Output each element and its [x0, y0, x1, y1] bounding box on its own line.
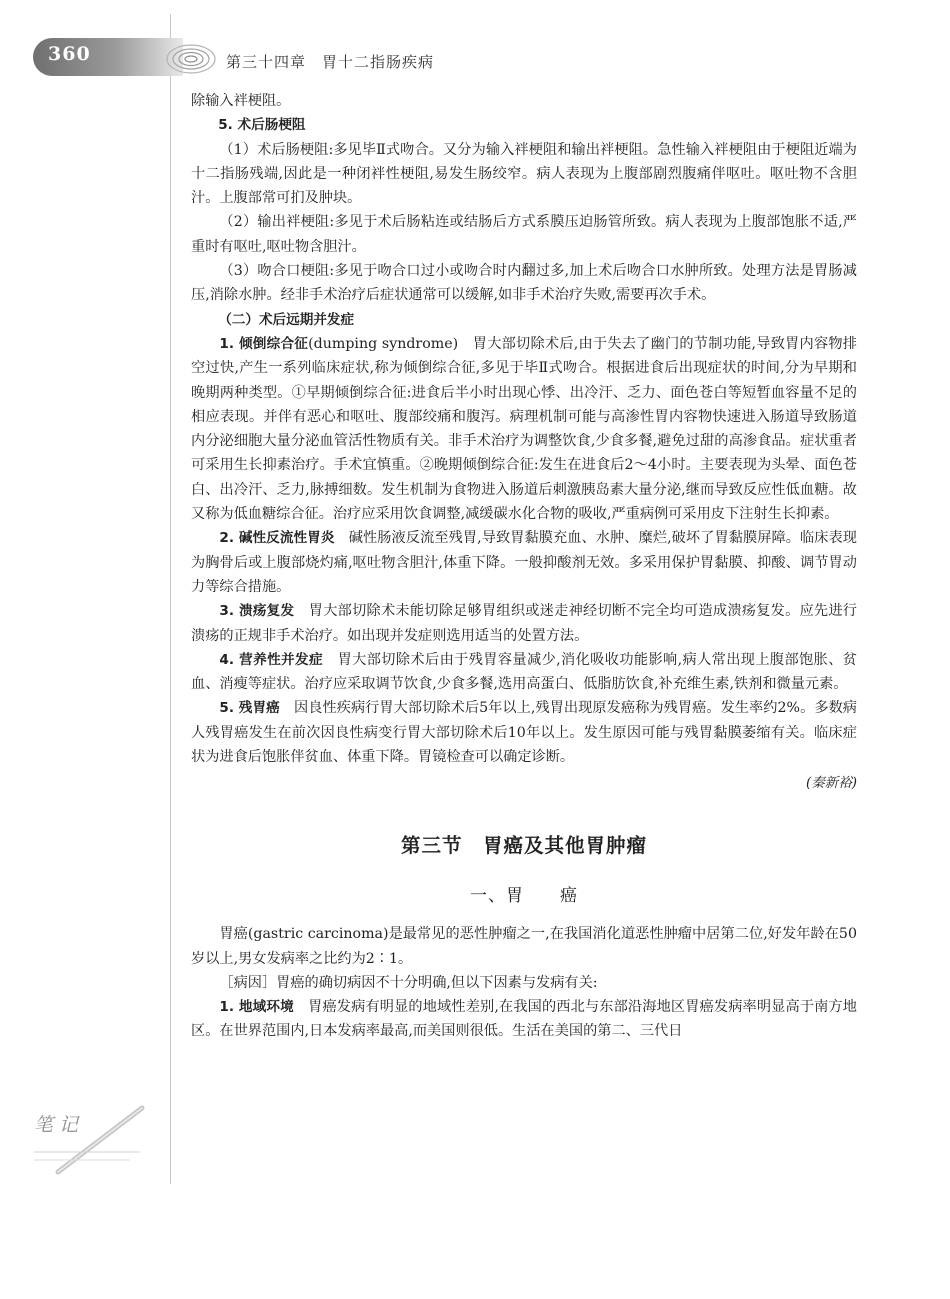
paragraph-text: 胃大部切除术后由于残胃容量减少,消化吸收功能影响,病人常出现上腹部饱胀、贫血、消瘦等症状。治疗应采取调节饮食,少食多餐,选用高蛋白、低脂肪饮食,补充维生素,铁剂和微量元素。: [191, 651, 857, 693]
notes-label: 笔 记: [34, 1114, 79, 1136]
paragraph: [191, 995, 857, 1044]
term-heading: 4. 营养性并发症: [219, 651, 323, 668]
paragraph-text: 碱性肠液反流至残胃,导致胃黏膜充血、水肿、糜烂,破坏了胃黏膜屏障。临床表现为胸骨后或上腹部烧灼痛,呕吐物含胆汁,体重下降。一般抑酸剂无效。多采用保护胃黏膜、抑酸、调节胃动力等综合措施。: [191, 530, 857, 595]
chapter-header: 第三十四章 胃十二指肠疾病: [226, 53, 435, 71]
page-content: [191, 89, 857, 1044]
subsection-title: 一、胃 癌: [470, 885, 578, 906]
term-heading: 2. 碱性反流性胃炎: [219, 530, 335, 547]
paragraph: [191, 648, 857, 697]
margin-rule: [170, 14, 171, 1184]
term-heading: 1. 倾倒综合征: [219, 335, 309, 352]
page-number: 360: [48, 43, 91, 65]
term-heading: 5. 残胃癌: [219, 700, 280, 717]
paragraph: 胃癌(gastric carcinoma)是最常见的恶性肿瘤之一,在我国消化道恶性肿瘤中居第二位,好发年龄在50岁以上,男女发病率之比约为2∶1。: [191, 926, 857, 967]
paragraph-text: 因良性疾病行胃大部切除术后5年以上,残胃出现原发癌称为残胃癌。发生率约2%。多数病人残胃癌发生在前次因良性病变行胃大部切除术后10年以上。发生原因可能与残胃黏膜萎缩有关。临床症状为进食后饱胀伴贫血、体重下降。胃镜检查可以确定诊断。: [191, 700, 857, 766]
paragraph: （1）术后肠梗阻:多见毕Ⅱ式吻合。又分为输入袢梗阻和输出袢梗阻。急性输入袢梗阻由于梗阻近端为十二指肠残端,因此是一种闭袢性梗阻,易发生肠绞窄。病人表现为上腹部剧烈腹痛伴呕吐。呕吐物不含胆汁。上腹部常可扪及肿块。: [191, 141, 857, 207]
paragraph-text: 胃癌发病有明显的地域性差别,在我国的西北与东部沿海地区胃癌发病率明显高于南方地区。在世界范围内,日本发病率最高,而美国则很低。生活在美国的第二、三代日: [191, 999, 857, 1040]
paragraph: [191, 599, 857, 648]
paragraph-text: 胃大部切除术后,由于失去了幽门的节制功能,导致胃内容物排空过快,产生一系列临床症状,称为倾倒综合征,多见于毕Ⅱ式吻合。根据进食后出现症状的时间,分为早期和晚期两种类型。①早期倾倒综合征:进食后半小时出现心悸、出冷汗、乏力、面色苍白等短暂血容量不足的相应表现。并伴有恶心和呕吐、腹部绞痛和腹泻。病理机制可能与高渗性胃内容物快速进入肠道导致肠道内分泌细胞大量分泌血管活性物质有关。非手术治疗为调整饮食,少食多餐,避免过甜的高渗食品。症状重者可采用生长抑素治疗。手术宜慎重。②晚期倾倒综合征:发生在进食后2～4小时。主要表现为头晕、面色苍白、出冷汗、乏力,脉搏细数。发生机制为食物进入肠道后刺激胰岛素大量分泌,继而导致反应性低血糖。故又称为低血糖综合征。治疗应采用饮食调整,减缓碳水化合物的吸收,严重病例可采用皮下注射生长抑素。: [191, 335, 857, 523]
swirl-ornament-icon: [163, 38, 219, 80]
paragraph: [191, 696, 857, 769]
paragraph: ［病因］胃癌的确切病因不十分明确,但以下因素与发病有关:: [219, 974, 598, 991]
paragraph: [191, 332, 857, 526]
term-english: (dumping syndrome): [308, 335, 459, 352]
section-title: 第三节 胃癌及其他胃肿瘤: [400, 833, 647, 857]
term-heading: 1. 地域环境: [219, 999, 294, 1016]
term-heading: 3. 溃疡复发: [219, 603, 295, 620]
paragraph: [191, 526, 857, 599]
paragraph-text: 胃大部切除术未能切除足够胃组织或迷走神经切断不完全均可造成溃疡复发。应先进行溃疡的正规非手术治疗。如出现并发症则选用适当的处置方法。: [191, 603, 857, 644]
section-heading: （二）术后远期并发症: [218, 311, 355, 328]
subheading: 5. 术后肠梗阻: [218, 117, 306, 134]
author-signature: (秦新裕): [805, 775, 857, 792]
paragraph: （3）吻合口梗阻:多见于吻合口过小或吻合时内翻过多,加上术后吻合口水肿所致。处理方法是胃肠减压,消除水肿。经非手术治疗后症状通常可以缓解,如非手术治疗失败,需要再次手术。: [191, 263, 857, 304]
paragraph: （2）输出袢梗阻:多见于术后肠粘连或结肠后方式系膜压迫肠管所致。病人表现为上腹部饱胀不适,严重时有呕吐,呕吐物含胆汁。: [191, 214, 857, 255]
paragraph: 除输入袢梗阻。: [191, 93, 291, 109]
